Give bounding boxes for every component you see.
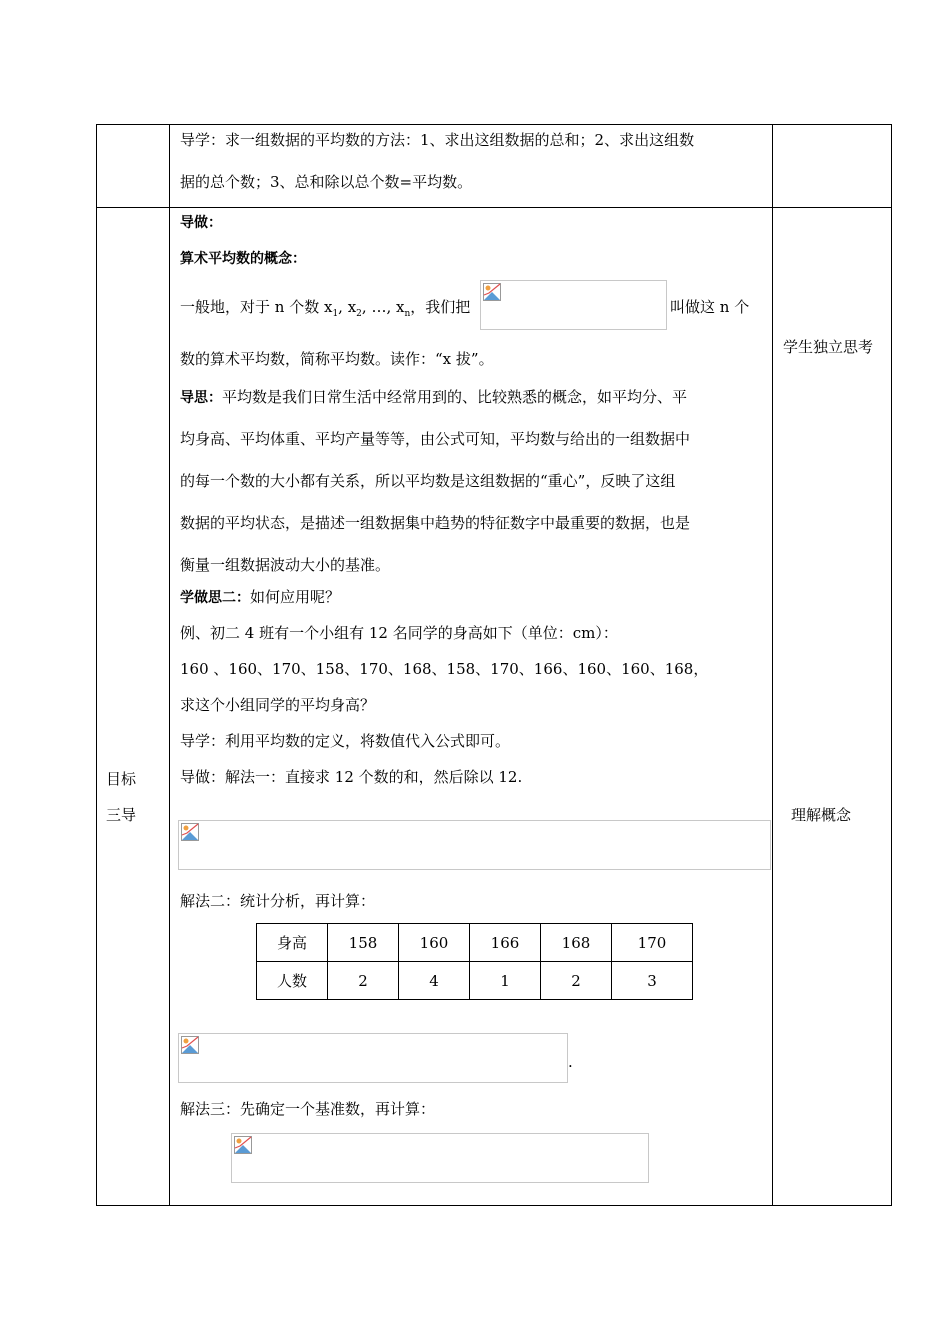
method2-period: .: [568, 1053, 573, 1071]
broken-image-icon: [181, 823, 199, 841]
formula-image-method3: [231, 1133, 649, 1183]
note-think: 学生独立思考: [783, 338, 874, 356]
daosi-line-1: 平均数是我们日常生活中经常用到的、比较熟悉的概念，如平均分、平: [222, 388, 688, 406]
note-understand: 理解概念: [791, 806, 852, 824]
daosi-label: 导思：: [180, 390, 222, 406]
guide-line-2: 据的总个数；3、总和除以总个数=平均数。: [180, 173, 473, 191]
daosi-line-5: 衡量一组数据波动大小的基准。: [180, 556, 391, 574]
table-cell: 158: [328, 924, 399, 962]
label-sandao: 三导: [106, 806, 137, 824]
table-cell: 170: [612, 924, 693, 962]
formula-image-method1: [178, 820, 771, 870]
method2-line: 解法二：统计分析，再计算：: [180, 892, 376, 910]
table-cell: 3: [612, 962, 693, 1000]
xuezuo-text: 如何应用呢？: [250, 588, 341, 606]
daosi-line-2: 均身高、平均体重、平均产量等等，由公式可知，平均数与给出的一组数据中: [180, 430, 691, 448]
table-cell: 2: [541, 962, 612, 1000]
row2-left-cell: [97, 208, 170, 1206]
table-cell: 166: [470, 924, 541, 962]
guide-line-1: 导学：求一组数据的平均数的方法：1、求出这组数据的总和；2、求出这组数: [180, 131, 695, 149]
formula-image-mean: [480, 280, 667, 330]
lesson-table: [96, 124, 892, 1206]
row2-content-cell: [170, 208, 773, 1206]
height-count-table: [256, 923, 693, 1000]
concept-title: 算术平均数的概念：: [180, 251, 306, 267]
example-line-1: 例、初二 4 班有一个小组有 12 名同学的身高如下（单位：cm）：: [180, 624, 618, 642]
label-mubiao: 目标: [106, 770, 137, 788]
table-cell: 2: [328, 962, 399, 1000]
table-cell: 168: [541, 924, 612, 962]
xuezuo-label: 学做思二：: [180, 590, 250, 606]
row2-right-cell: [773, 208, 892, 1206]
daosi-line-3: 的每一个数的大小都有关系，所以平均数是这组数据的“重心”，反映了这组: [180, 472, 676, 490]
row1-left-cell: [97, 125, 170, 208]
row1-content-cell: [170, 125, 773, 208]
broken-image-icon: [234, 1136, 252, 1154]
broken-image-icon: [483, 283, 501, 301]
method3-line: 解法三：先确定一个基准数，再计算：: [180, 1100, 436, 1118]
table-cell: 4: [399, 962, 470, 1000]
table-cell: 1: [470, 962, 541, 1000]
table-header-count: 人数: [257, 962, 328, 1000]
concept-line-1: 一般地，对于 n 个数 $x_1$, $x_2$, …, $x_n$，我们把: [180, 298, 471, 319]
concept-line-1-tail: 叫做这 n 个: [670, 298, 750, 316]
table-header-height: 身高: [257, 924, 328, 962]
daosi-line-4: 数据的平均状态，是描述一组数据集中趋势的特征数字中最重要的数据，也是: [180, 514, 691, 532]
example-line-2: 160 、160、170、158、170、168、158、170、166、160、160、168，: [180, 660, 709, 678]
concept-line-2: 数的算术平均数，简称平均数。读作：“x 拔”。: [180, 350, 494, 368]
daoxue-line: 导学：利用平均数的定义，将数值代入公式即可。: [180, 732, 511, 750]
method1-line: 导做：解法一：直接求 12 个数的和，然后除以 12.: [180, 768, 523, 786]
example-line-3: 求这个小组同学的平均身高？: [180, 696, 376, 714]
daozuo-heading: 导做：: [180, 215, 222, 231]
table-cell: 160: [399, 924, 470, 962]
formula-image-method2: [178, 1033, 568, 1083]
row1-right-cell: [773, 125, 892, 208]
broken-image-icon: [181, 1036, 199, 1054]
